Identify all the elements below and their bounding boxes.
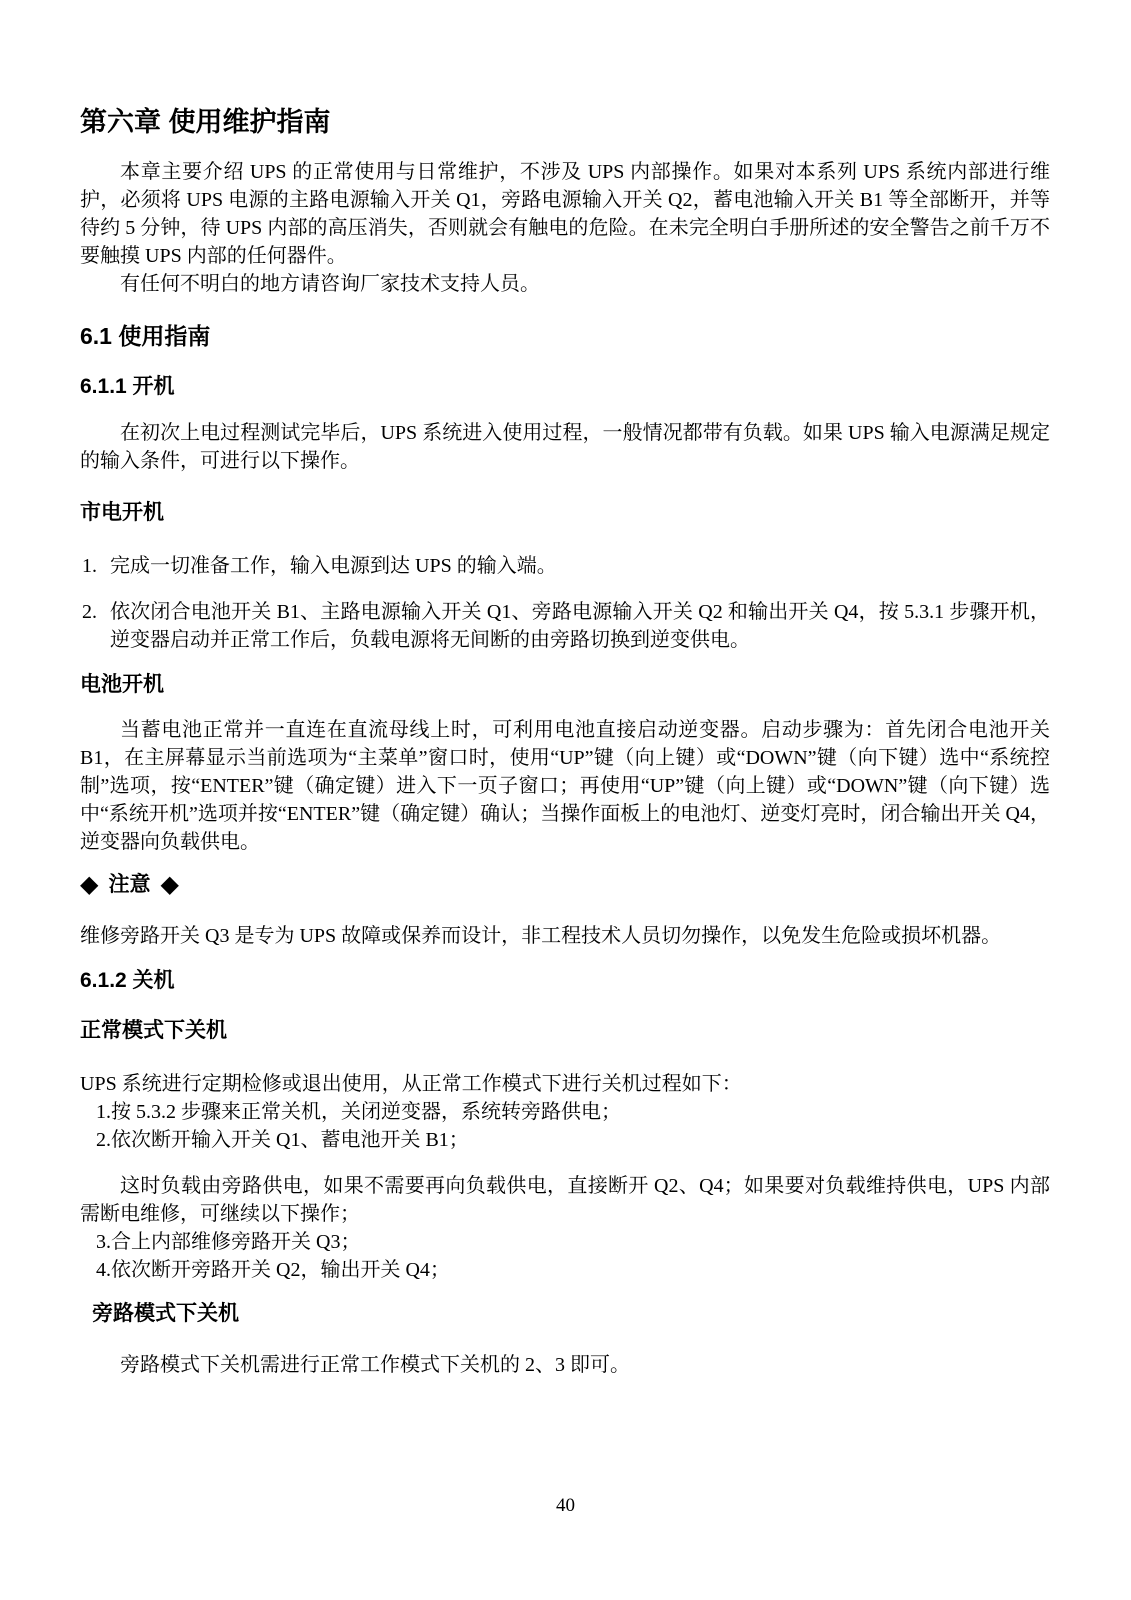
subheading-bypass-shutdown: 旁路模式下关机	[92, 1302, 239, 1325]
diamond-icon: ◆	[80, 871, 99, 898]
section-heading-6-1: 6.1 使用指南	[80, 323, 211, 349]
chapter-title: 第六章 使用维护指南	[80, 107, 331, 137]
subheading-battery-start: 电池开机	[80, 673, 164, 696]
startup-intro-paragraph: 在初次上电过程测试完毕后，UPS 系统进入使用过程，一般情况都带有负载。如果 UPS 输入电源满足规定的输入条件，可进行以下操作。	[80, 422, 1050, 472]
shutdown-step-4: 4.依次断开旁路开关 Q2，输出开关 Q4；	[96, 1259, 450, 1281]
list-item	[80, 598, 1050, 654]
battery-start-paragraph: 当蓄电池正常并一直连在直流母线上时，可利用电池直接启动逆变器。启动步骤为：首先闭合电池开关 B1，在主屏幕显示当前选项为“主菜单”窗口时，使用“UP”键（向上键）或“DOWN”键（向下键）选中“系统控制”选项，按“ENTER”键（确定键）进入下一页子窗口；再使用“UP”键（向上键）或“DOWN”键（向下键）选中“系统开机”选项并按“ENTER”键（确定键）确认；当操作面板上的电池灯、逆变灯亮时，闭合输出开关 Q4，逆变器向负载供电。	[80, 719, 1050, 853]
list-item-text: 完成一切准备工作，输入电源到达 UPS 的输入端。	[110, 555, 557, 577]
list-item-number: 2.	[82, 601, 97, 623]
normal-shutdown-intro: UPS 系统进行定期检修或退出使用，从正常工作模式下进行关机过程如下：	[80, 1073, 742, 1095]
shutdown-note-paragraph: 这时负载由旁路供电，如果不需要再向负载供电，直接断开 Q2、Q4；如果要对负载维持供电，UPS 内部需断电维修，可继续以下操作；	[80, 1175, 1050, 1225]
chapter-intro-paragraph-2: 有任何不明白的地方请咨询厂家技术支持人员。	[120, 273, 540, 295]
notice-heading	[80, 872, 1050, 898]
page-number: 40	[556, 1495, 575, 1516]
diamond-icon: ◆	[160, 871, 179, 898]
shutdown-step-2: 2.依次断开输入开关 Q1、蓄电池开关 B1；	[96, 1129, 469, 1151]
notice-label: 注意	[108, 873, 151, 896]
subheading-normal-shutdown: 正常模式下关机	[80, 1019, 227, 1042]
list-item	[80, 552, 1050, 580]
bypass-shutdown-paragraph: 旁路模式下关机需进行正常工作模式下关机的 2、3 即可。	[120, 1354, 630, 1376]
subheading-mains-start: 市电开机	[80, 501, 164, 524]
list-item-number: 1.	[82, 555, 97, 577]
shutdown-step-3: 3.合上内部维修旁路开关 Q3；	[96, 1231, 361, 1253]
subsection-heading-6-1-1: 6.1.1 开机	[80, 375, 175, 398]
notice-paragraph: 维修旁路开关 Q3 是专为 UPS 故障或保养而设计，非工程技术人员切勿操作，以免发生危险或损坏机器。	[80, 925, 1002, 947]
page-content	[80, 0, 1050, 1379]
list-item-text: 依次闭合电池开关 B1、主路电源输入开关 Q1、旁路电源输入开关 Q2 和输出开关 Q4，按 5.3.1 步骤开机，逆变器启动并正常工作后，负载电源将无间断的由旁路切换到逆变供电。	[110, 601, 1050, 651]
shutdown-step-1: 1.按 5.3.2 步骤来正常关机，关闭逆变器，系统转旁路供电；	[96, 1101, 621, 1123]
subsection-heading-6-1-2: 6.1.2 关机	[80, 969, 175, 992]
chapter-intro-paragraph: 本章主要介绍 UPS 的正常使用与日常维护，不涉及 UPS 内部操作。如果对本系列 UPS 系统内部进行维护，必须将 UPS 电源的主路电源输入开关 Q1，旁路电源输入开关 Q2，蓄电池输入开关 B1 等全部断开，并等待约 5 分钟，待 UPS 内部的高压消失，否则就会有触电的危险。在未完全明白手册所述的安全警告之前千万不要触摸 UPS 内部的任何器件。	[80, 161, 1050, 267]
mains-start-list	[80, 552, 1050, 654]
